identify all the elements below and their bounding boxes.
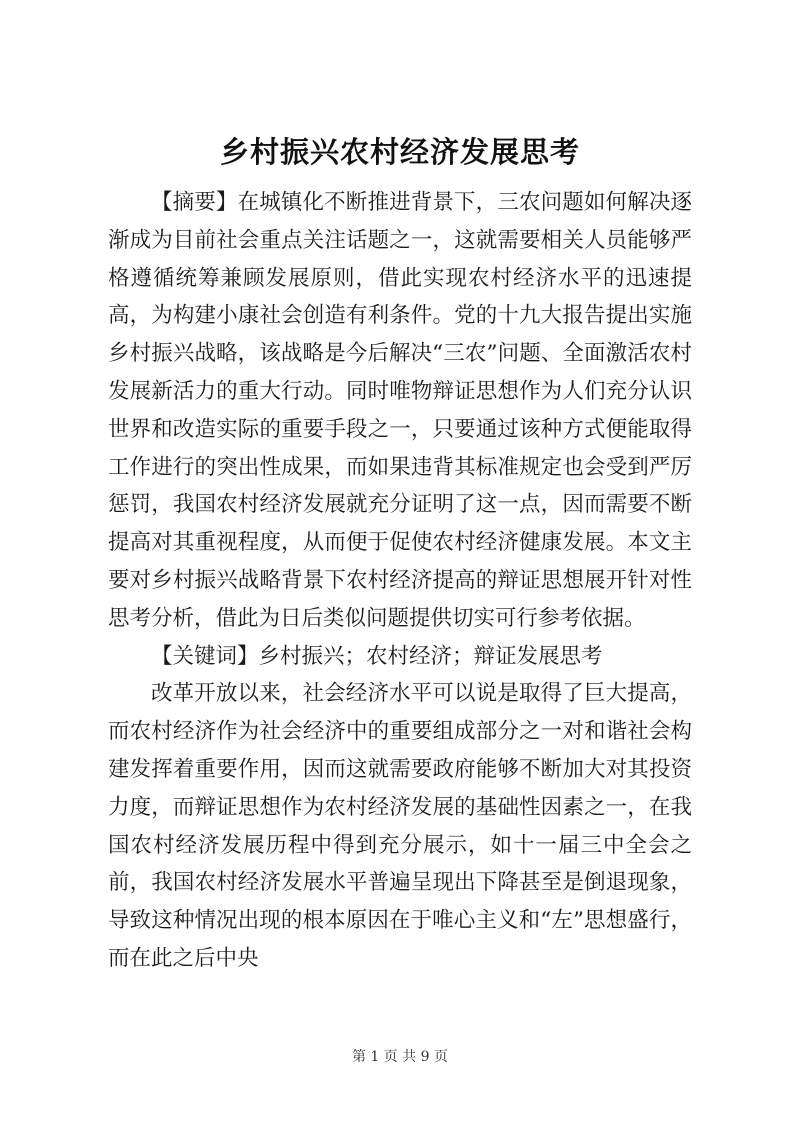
page-footer: 第 1 页 共 9 页: [351, 1049, 449, 1065]
body-paragraph: 改革开放以来，社会经济水平可以说是取得了巨大提高，而农村经济作为社会经济中的重要组成部分之一对和谐社会构建发挥着重要作用，因而这就需要政府能够不断加大对其投资力度，而辩证思想作为农村经济发展的基础性因素之一，在我国农村经济发展历程中得到充分展示，如十一届三中全会之前，我国农村经济发展水平普遍呈现出下降甚至是倒退现象，导致这种情况出现的根本原因在于唯心主义和“左”思想盛行，而在此之后中央: [108, 681, 692, 971]
document-body: [108, 184, 692, 978]
document-title: 乡村振兴农村经济发展思考: [219, 135, 580, 169]
abstract-paragraph: 【摘要】在城镇化不断推进背景下，三农问题如何解决逐渐成为目前社会重点关注话题之一，这就需要相关人员能够严格遵循统筹兼顾发展原则，借此实现农村经济水平的迅速提高，为构建小康社会创造有利条件。党的十九大报告提出实施乡村振兴战略，该战略是今后解决“三农”问题、全面激活农村发展新活力的重大行动。同时唯物辩证思想作为人们充分认识世界和改造实际的重要手段之一，只要通过该种方式便能取得工作进行的突出性成果，而如果违背其标准规定也会受到严厉惩罚，我国农村经济发展就充分证明了这一点，因而需要不断提高对其重视程度，从而便于促使农村经济健康发展。本文主要对乡村振兴战略背景下农村经济提高的辩证思想展开针对性思考分析，借此为日后类似问题提供切实可行参考依据。: [108, 190, 692, 631]
keywords-line: 【关键词】乡村振兴；农村经济；辩证发展思考: [151, 643, 603, 669]
